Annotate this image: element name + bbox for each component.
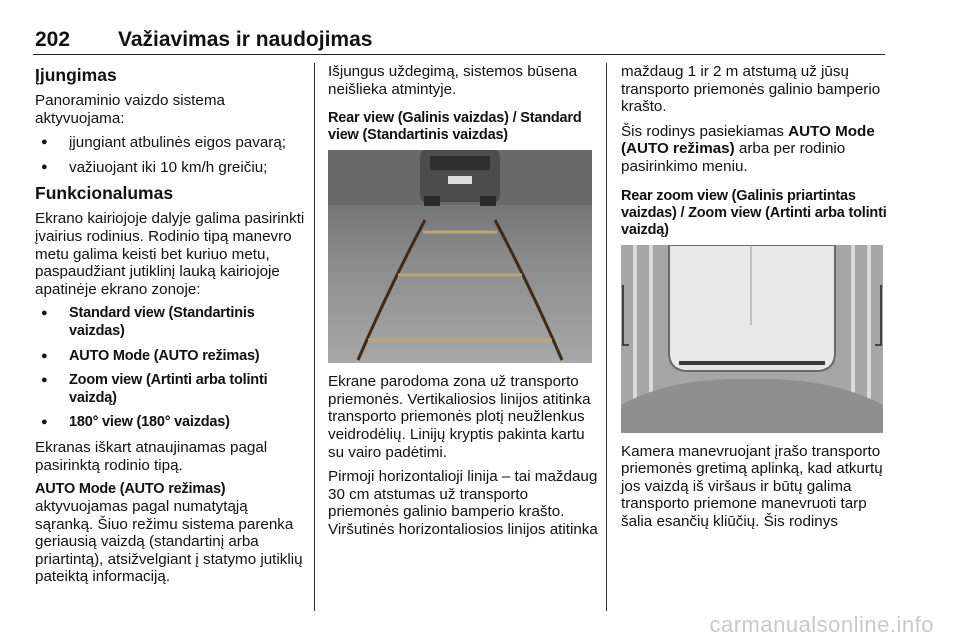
paragraph-camera: Kamera manevruojant įrašo transporto priemonės gretimą aplinką, kad atkurtų jos vaizdą iš viršaus ir būtų galima transporto priemone manevruoti tarp šalia esančių kliūčių. Šis rodinys xyxy=(621,442,883,530)
paragraph-reach: Šis rodinys pasiekiamas AUTO Mode (AUTO režimas) arba per rodinio pasirinkimo meniu. xyxy=(621,122,875,175)
column-divider xyxy=(314,63,315,611)
zoom-camera-image xyxy=(621,245,883,433)
column-divider xyxy=(606,63,607,611)
rear-camera-image xyxy=(328,150,592,363)
list-item: ● 180° view (180° vaizdas) xyxy=(35,414,305,432)
heading-zoom-view: Rear zoom view (Galinis priartintas vaizdas) / Zoom view (Artinti arba tolinti vaizdą) xyxy=(621,187,887,238)
running-title: Važiavimas ir naudojimas xyxy=(118,28,373,51)
paragraph-first-line: Pirmoji horizontalioji linija – tai maždaug 30 cm atstumas už transporto priemonės galinio bamperio krašto. Viršutinės horizontaliosios linijos atitinka xyxy=(328,468,598,538)
list-item: ● Standard view (Standartinis vaizdas) xyxy=(35,305,305,340)
paragraph-zone: Ekrane parodoma zona už transporto priemonės. Vertikaliosios linijos atitinka transporto priemonės plotį neužlenkus veidrodėlių. Linijų kryptis pakinta kartu su vairo padėtimi. xyxy=(328,373,591,461)
bullet-list-activation xyxy=(35,134,305,176)
list-item: ● įjungiant atbulinės eigos pavarą; xyxy=(35,134,305,152)
heading-funkcionalumas: Funkcionalumas xyxy=(35,183,174,204)
paragraph-auto-mode: aktyvuojamas pagal numatytąją sąranką. Šiuo režimu sistema parenka geriausią vaizdą (standartinį arba priartintą), atsižvelgiant į statymo jutiklių pateiktą informaciją. xyxy=(35,498,303,586)
vehicle-top-view-shape xyxy=(669,245,835,371)
bullet-list-views xyxy=(35,305,305,432)
paragraph-ignition-off: Išjungus uždegimą, sistemos būsena neišlieka atmintyje. xyxy=(328,63,578,98)
heading-ijungimas: Įjungimas xyxy=(35,65,117,85)
list-item: ● važiuojant iki 10 km/h greičiu; xyxy=(35,159,305,177)
paragraph-refresh: Ekranas iškart atnaujinamas pagal pasirinktą rodinio tipą. xyxy=(35,438,268,474)
auto-mode-title: AUTO Mode (AUTO režimas) xyxy=(35,481,226,498)
list-item: ● AUTO Mode (AUTO režimas) xyxy=(35,348,305,366)
page-number: 202 xyxy=(35,28,71,51)
paragraph-continuation: maždaug 1 ir 2 m atstumą už jūsų transporto priemonės galinio bamperio krašto. xyxy=(621,63,881,116)
paragraph-funkcionalumas: Ekrano kairiojoje dalyje galima pasirinkti įvairius rodinius. Rodinio tipą manevro metu galima keisti bet kuriuo metu, paspaudžiant jutiklinį lauką kairiojoje apatinėje ekrano zonoje: xyxy=(35,210,305,298)
column-middle xyxy=(328,63,598,546)
page-header xyxy=(33,28,885,55)
column-left xyxy=(35,63,305,593)
column-right xyxy=(621,63,887,538)
list-item: ● Zoom view (Artinti arba tolinti vaizdą) xyxy=(35,372,305,407)
watermark: carmanualsonline.info xyxy=(709,612,934,637)
paragraph-intro: Panoraminio vaizdo sistema aktyvuojama: xyxy=(35,92,225,127)
heading-rear-view: Rear view (Galinis vaizdas) / Standard view (Standartinis vaizdas) xyxy=(328,110,582,144)
